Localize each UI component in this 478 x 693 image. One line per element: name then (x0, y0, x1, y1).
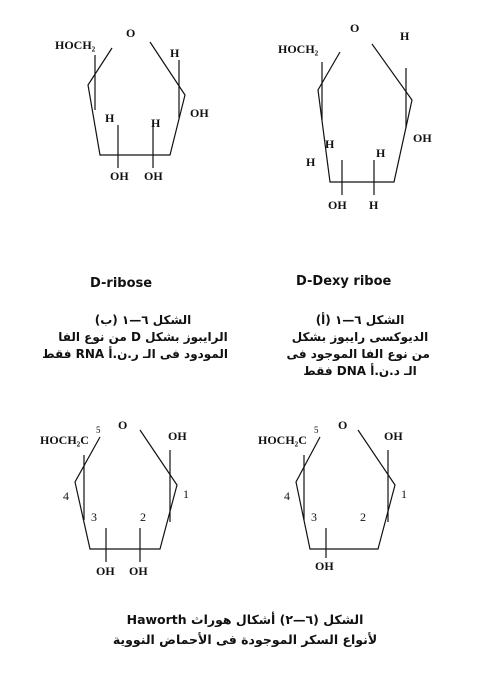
ribose-caption-line: الرايبوز بشكل D من نوع الفا (58, 330, 228, 344)
haworth-left-oh-c2: OH (129, 564, 148, 578)
haworth-left-c2-number: 2 (140, 510, 146, 524)
haworth-left-ring-bond (75, 430, 177, 549)
haworth-left-structure (40, 418, 189, 578)
ribose-h-c3: H (105, 111, 115, 125)
deoxyribose-oh-c3: OH (328, 198, 347, 212)
haworth-right-oh-right: OH (384, 429, 403, 443)
haworth-right-c1-number: 1 (401, 487, 407, 501)
deoxyribose-caption-line: الشكل ٦—١ (أ) (315, 313, 405, 327)
deoxyribose-name: D-Dexy riboe (296, 274, 392, 289)
haworth-right-hoch2c-label: HOCH₂C (258, 433, 307, 447)
ribose-caption-line: الشكل ٦—١ (ب) (94, 313, 192, 327)
haworth-right-c5-number: 5 (314, 425, 319, 435)
deoxyribose-caption (286, 312, 430, 380)
ribose-oh-c2: OH (144, 169, 163, 183)
deoxyribose-oh-right: OH (413, 131, 432, 145)
haworth-left-c3-number: 3 (91, 510, 97, 524)
haworth-right-c4-number: 4 (284, 489, 290, 503)
deoxyribose-ring-bond (318, 44, 412, 182)
deoxyribose-h-c3: H (325, 137, 335, 151)
deoxyribose-ring-oxygen: O (350, 21, 360, 35)
deoxyribose-caption-line: من نوع الفا الموجود فى (286, 347, 430, 361)
ribose-caption-line: المودود فى الـ ر.ن.أ RNA فقط (42, 347, 228, 361)
ribose-name: D-ribose (90, 276, 153, 291)
ribose-h-right: H (170, 46, 180, 60)
ribose-structure (55, 26, 209, 183)
ribose-oh-c3: OH (110, 169, 129, 183)
deoxyribose-h-c2: H (376, 146, 386, 160)
haworth-right-oh-c3: OH (315, 559, 334, 573)
haworth-left-oh-right: OH (168, 429, 187, 443)
haworth-left-ring-oxygen: O (118, 418, 128, 432)
haworth-right-ring-oxygen: O (338, 418, 348, 432)
haworth-right-ring-bond (296, 430, 395, 549)
ribose-hoch2-label: HOCH₂ (55, 38, 96, 52)
ribose-ring-oxygen: O (126, 26, 136, 40)
deoxyribose-hoch2-label: HOCH₂ (278, 42, 319, 56)
haworth-left-c5-number: 5 (96, 425, 101, 435)
haworth-left-hoch2c-label: HOCH₂C (40, 433, 89, 447)
haworth-left-oh-c3: OH (96, 564, 115, 578)
deoxyribose-h-right: H (400, 29, 410, 43)
ribose-caption (42, 312, 228, 363)
figure-caption-line: لأنواع السكر الموجودة فى الأحماض النووية (112, 632, 378, 647)
deoxyribose-h-c4: H (306, 155, 316, 169)
haworth-left-c1-number: 1 (183, 487, 189, 501)
deoxyribose-h-c2-bottom: H (369, 198, 379, 212)
ribose-h-c2: H (151, 116, 161, 130)
haworth-left-c4-number: 4 (63, 489, 69, 503)
haworth-right-c2-number: 2 (360, 510, 366, 524)
haworth-right-c3-number: 3 (311, 510, 317, 524)
deoxyribose-structure (278, 21, 432, 212)
ribose-oh-right: OH (190, 106, 209, 120)
figure-caption-line: الشكل (٦—٢) أشكال هوراث Haworth (126, 612, 364, 627)
deoxyribose-caption-line: الديوكسى رايبوز بشكل (291, 330, 429, 344)
deoxyribose-caption-line: الـ د.ن.أ DNA فقط (303, 364, 417, 378)
haworth-right-structure (258, 418, 407, 573)
figure-caption (100, 610, 390, 650)
